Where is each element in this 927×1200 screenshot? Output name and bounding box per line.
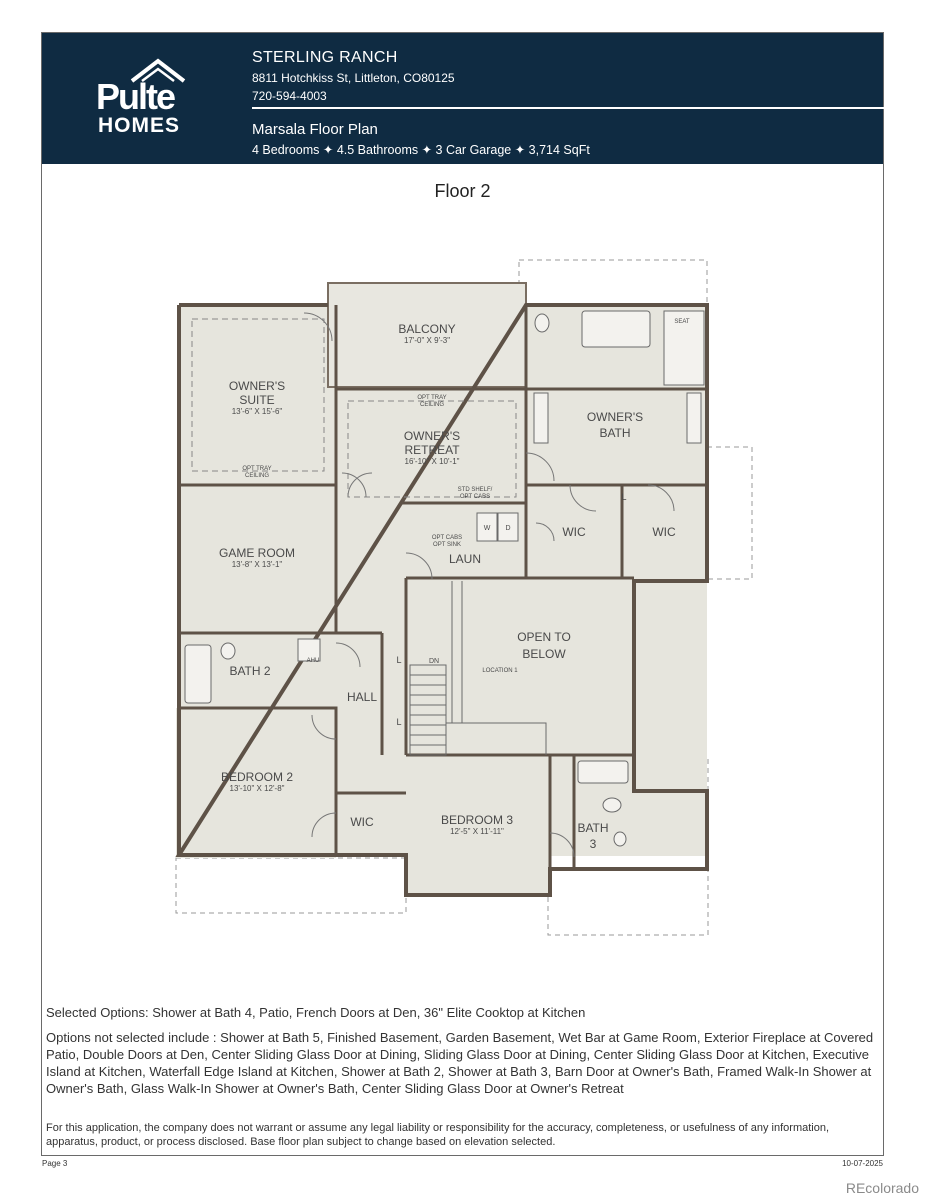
vanity-left	[534, 393, 548, 443]
room-bedroom3: BEDROOM 3	[440, 813, 514, 827]
page-number: Page 3	[42, 1159, 68, 1168]
room-owners-retreat-2: RETREAT	[404, 443, 460, 457]
toilet-icon	[535, 314, 549, 332]
dryer-label: D	[505, 525, 511, 532]
hall-linen-1: L	[396, 655, 402, 665]
room-owners-suite-size: 13'-6" X 15'-6"	[231, 407, 283, 416]
room-game-room-size: 13'-8" X 13'-1"	[231, 560, 283, 569]
watermark: REcolorado	[845, 1180, 919, 1196]
room-wic-left: WIC	[562, 525, 586, 539]
laundry-shelf-note-1: STD SHELF/	[457, 487, 493, 493]
bath2-tub-icon	[185, 645, 211, 703]
plan-name: Marsala Floor Plan	[252, 121, 378, 138]
stairs-down-label: DN	[428, 658, 440, 665]
room-owners-bath-2: BATH	[599, 426, 631, 440]
vanity-right	[687, 393, 701, 443]
document-date: 10-07-2025	[842, 1159, 883, 1168]
room-bedroom2: BEDROOM 2	[220, 770, 294, 784]
room-wic-right: WIC	[652, 525, 676, 539]
suite-tray-note-1: OPT TRAY	[242, 466, 272, 472]
room-bedroom3-size: 12'-5" X 11'-11"	[450, 827, 504, 836]
room-hall: HALL	[346, 690, 378, 704]
room-game-room: GAME ROOM	[218, 546, 296, 560]
room-bath2: BATH 2	[229, 664, 271, 678]
hall-linen-2: L	[396, 717, 402, 727]
suite-tray-note-2: CEILING	[244, 473, 270, 479]
shower-seat-label: SEAT	[674, 319, 690, 325]
room-balcony: BALCONY	[398, 322, 456, 336]
options-not-selected: Options not selected include : Shower at Bath 5, Finished Basement, Garden Basement, Wet Bar at Game Room, Exterior Fireplace at Covered Patio, Double Doors at Den, Center Sliding Glass Door at Dining, Sliding Glass Door at Dining, Center Sliding Glass Door at Kitchen, Executive Island at Kitchen, Waterfall Edge Island at Kitchen, Shower at Bath 2, Shower at Bath 3, Barn Door at Owner's Bath, Framed Walk-In Shower at Owner's Bath, Glass Walk-In Shower at Owner's Bath, Center Sliding Glass Door at Owner's Retreat	[46, 1030, 874, 1096]
room-bath3-2: 3	[589, 837, 597, 851]
room-bath3-1: BATH	[577, 821, 609, 835]
washer-label: W	[483, 525, 491, 532]
community-name: STERLING RANCH	[252, 49, 398, 66]
bath3-toilet-icon	[603, 798, 621, 812]
floor-plan-drawing	[42, 33, 883, 963]
laundry-cabs-note-1: OPT CABS	[431, 535, 463, 541]
retreat-tray-note-1: OPT TRAY	[417, 395, 447, 401]
room-owners-suite-2: SUITE	[239, 393, 275, 407]
location-label: LOCATION 1	[482, 668, 518, 674]
front-projection-outline	[176, 858, 406, 913]
bath3-tub-icon	[578, 761, 628, 783]
side-projection-outline	[707, 447, 752, 579]
floor-plan-sheet	[41, 32, 884, 1168]
room-bedroom2-size: 13'-10" X 12'-8"	[229, 784, 285, 793]
logo-wordmark: Pulte	[96, 76, 175, 117]
room-owners-retreat-size: 16'-10" X 10'-1"	[404, 457, 460, 466]
floor-title: Floor 2	[434, 181, 491, 201]
bath3-sink-icon	[614, 832, 626, 846]
retreat-tray-note-2: CEILING	[419, 402, 445, 408]
room-balcony-size: 17'-0" X 9'-3"	[403, 336, 451, 345]
plan-specs: 4 Bedrooms ✦ 4.5 Bathrooms ✦ 3 Car Garage ✦ 3,714 SqFt	[252, 143, 590, 157]
room-owners-bath-1: OWNER'S	[586, 410, 644, 424]
disclaimer: For this application, the company does not warrant or assume any legal liability or responsibility for the accuracy, completeness, or usefulness of any information, apparatus, product, or process disclosed. Base floor plan subject to change based on elevation selected.	[46, 1122, 830, 1148]
room-wic-bed2: WIC	[350, 815, 374, 829]
room-open-below-2: BELOW	[522, 647, 566, 661]
bathtub-icon	[582, 311, 650, 347]
community-address: 8811 Hotchkiss St, Littleton, CO80125	[252, 71, 455, 85]
community-phone: 720-594-4003	[252, 89, 327, 103]
bath2-toilet-icon	[221, 643, 235, 659]
room-laundry: LAUN	[448, 552, 482, 566]
laundry-cabs-note-2: OPT SINK	[433, 542, 461, 548]
balcony-roof-outline	[519, 260, 707, 305]
room-open-below-1: OPEN TO	[517, 630, 571, 644]
linen-closet-label: L	[621, 492, 627, 502]
selected-options: Selected Options: Shower at Bath 4, Patio, French Doors at Den, 36" Elite Cooktop at Kitchen	[46, 1005, 586, 1020]
room-owners-retreat-1: OWNER'S	[403, 429, 461, 443]
ahu-label: AHU	[306, 658, 320, 664]
room-owners-suite-1: OWNER'S	[228, 379, 286, 393]
logo-subword: HOMES	[98, 114, 181, 137]
laundry-shelf-note-2: OPT CABS	[459, 494, 491, 500]
